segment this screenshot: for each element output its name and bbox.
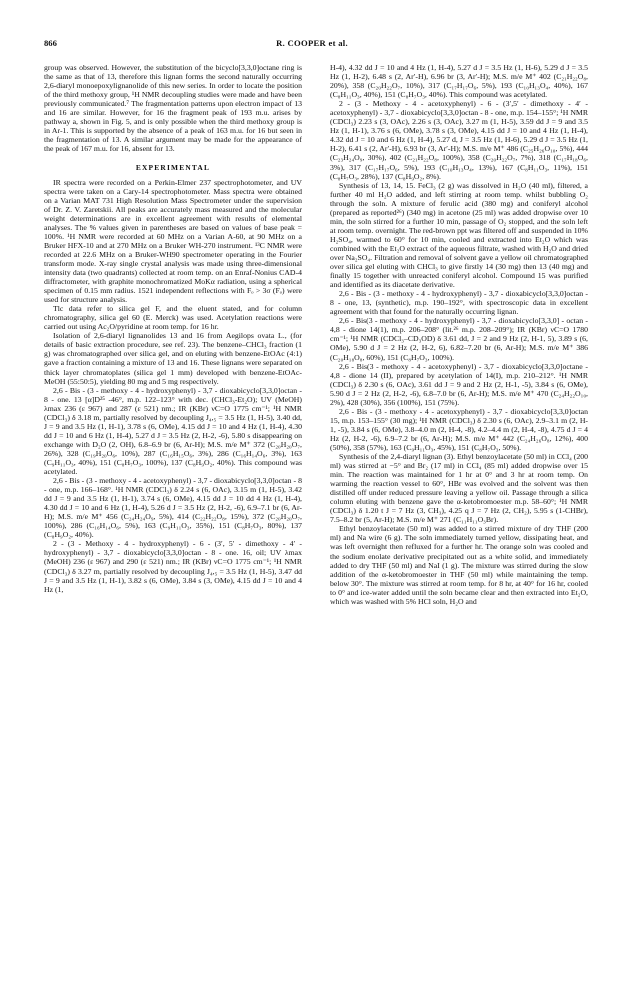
paragraph-instruments: IR spectra were recorded on a Perkin-Elmer 237 spectrophotometer, and UV spectra were taken on a Cary-14 spectrophotometer. Mass spectra were obtained on a Varian MAT 731 High Resolution Mass Spectrometer under the supervision of Dr. Z. V. Zaretskii. All peaks are accurately mass measured and the molecular weight determinations are in excellent agreement with results of elemental analyses. The % values given in parentheses are based on values of base peak = 100%. ¹H NMR were recorded at 60 MHz on a Varian A-60, at 90 MHz on a Bruker HFX-10 and at 270 MHz on a Bruker WH-270 instrument. ¹³C NMR were recorded at 22.6 MHz on a Bruker-WH90 spectrometer operating in the Fourier transform mode. X-ray single crystal analysis was made using three-dimensional intensity data (two quadrants) collected at room temp. on an Enraf-Nonius CAD-4 diffractometer, with graphite monochromatized MoKα radiation, using a spherical specimen of 0.15 mm radius. 1521 independent reflections with Fₒ > 3σ (Fₒ) were used for structure analysis. [44,177,302,305]
left-column [44,63,302,594]
paragraph-enolate: Ethyl benzoylacetate (50 ml) was added to a stirred mixture of dry THF (200 ml) and Na wire (6 g). The soln immediately turned yellow, dissipating heat, and was left overnight then refluxed for a further hr. The orange soln was cooled and the sodium enolate derivative precipitated out as a white solid, and immediately added to dry THF (50 ml) and NaI (1 g). The mixture was stirred during the slow addition of the α-ketobromoester in THF (50 ml) while maintaining the temp. below 30°. The mixture was stirred at room temp. for 8 hr, at 40° for 16 hr, cooled to 0° and ice-water added until the soln became clear and then extracted into Et₂O, which was washed with 5% HCl soln, H₂O and [330,524,588,606]
paragraph-isolation: Isolation of 2,6-diaryl lignanolides 13 and 16 from Aegilops ovata L., (for details of basic extraction procedure, see ref. 23). The benzene–CHCl₃ fraction (1 g) was chromatographed over silica gel, and on eluting with benzene-EtOAc (4:1) gave a fraction containing a mixture of 13 and 16. These lignans were separated on thick layer chromatoplates (silica gel 1 mm) developed with benzene-EtOAc-MeOH (55:50:5), yielding 80 mg and 5 mg respectively. [44,331,302,386]
paragraph-compound-14: 2,6 - Bis(3 - methoxy - 4 - hydroxyphenyl) - 3,7 - dioxabicyclo[3,3,0] - octan - 4,8 - dione 14(1), m.p. 206–208° (lit.²⁶ m.p. 208–209°); IR (KBr) νC=O 1780 cm⁻¹; ¹H NMR (CDCl₃–CD₃OD) δ 3.61 dd, J = 2 and 9 Hz (2, H-1, 5), 3.89 s (6, OMe), 5.90 d J = 2 Hz (2, H-2, 6), 6.82–7.20 br (6, Ar-H); M.S. m/e M⁺ 386 (C₂₀H₁₈O₈, 60%), 151 (C₈H₇O₃, 100%). [330,316,588,362]
paragraph-compound-14-acetate: 2,6 - Bis(3 - methoxy - 4 - acetoxyphenyl) - 3,7 - dioxabicyclo[3,3,0]octane - 4,8 - dione 14 (II), prepared by acetylation of 14(I), m.p. 210–212°. ¹H NMR (CDCl₃) δ 2.30 s (6, OAc), 3.61 dd J = 9 and 2 Hz (2, H-1, -5), 3.84 s (6, OMe), 5.90 d J = 2 Hz (2, H-2, -6), 6.8–7.0 br (6, Ar-H); M.S. m/e M⁺ 470 (C₂₄H₂₂O₁₀, 2%), 428 (30%), 356 (100%), 151 (75%). [330,361,588,407]
page-header [44,38,580,52]
paragraph-tlc: Tlc data refer to silica gel F, and the eluent stated, and for column chromatography, silica gel 60 (E. Merck) was used. Acetylation reactions were carried out using Ac₂O/pyridine at room temp. for 16 hr. [44,304,302,332]
running-head: R. COOPER et al. [276,38,348,48]
intro-paragraph: group was observed. However, the substitution of the bicyclo[3,3,0]octane ring is the same as that of 13, therefore this lignan forms the second naturally occurring 2,6-diaryl monoepoxylignanolide of this new series. In order to locate the position of the third methoxy group, ¹H NMR decoupling studies were made and have been previously communicated.⁷ The fragmentation patterns upon electron impact of 13 and 16 are similar. However, for 16 the fragment peak of 193 m.u. arises by pathway a, shown in Fig. 5, and is only possible when the third methoxy group is in Ar-1. This is supported by the absence of a peak of 163 m.u. for 16 but seen in the fragmentation of 13. A similar argument may be made for the appearance of the peak of 167 m.u. for 16, absent for 13. [44,63,302,154]
paragraph-compound-16: 2 - (3 - Methoxy - 4 - hydroxyphenyl) - 6 - (3′, 5′ - dimethoxy - 4′ - hydroxyphenyl) - 3,7 - dioxabicyclo[3,3,0]octan - 8 - one. 16, oil; UV λmax (MeOH) 236 (ε 967) and 290 (ε 521) nm.; IR (KBr) νC=O 1775 cm⁻¹; ¹H NMR (CDCl₃) δ 3.27 m, partially resolved by decoupling J₄,₅ = 3.5 Hz (1, H-5), 3.47 dd J = 9 and 3.5 Hz (1, H-1), 3.82 s (6, OMe), 3.84 s (3, OMe), 4.15 dd J = 10 and 4 Hz (1, [44,539,302,594]
paragraph-synthesis-13-14-15: Synthesis of 13, 14, 15. FeCl₃ (2 g) was dissolved in H₂O (40 ml), filtered, a further 40 ml H₂O added, and left stirring at room temp. whilst bubbling O₂ through the soln. A mixture of ferulic acid (380 mg) and coniferyl alcohol (prepared as reported²⁶) (340 mg) in acetone (25 ml) was added dropwise over 10 min, the soln stirred for a further 10 min, passage of O₂ stopped, and the soln left at room temp. overnight. The red-brown ppt was filtered off and suspended in 10% H₂SO₄, warmed to 60° for 10 min, cooled and extracted into Et₂O which was combined with the Et₂O extract of the aqueous filtrate, washed with H₂O and dried over Na₂SO₄. Filtration and removal of solvent gave a yellow oil chromatographed over silica gel eluting with CHCl₃ to give firstly 14 (30 mg) then 13 (40 mg) and finally 15 together with unreacted coniferyl alcohol. Compound 15 was purified and identified as its diacetate derivative. [330,180,588,290]
paragraph-compound-13-acetate: 2,6 - Bis - (3 - methoxy - 4 - acetoxyphenyl) - 3,7 - dioxabicyclo[3,3,0]octan - 8 - one, m.p. 166–168°. ¹H NMR (CDCl₃) δ 2.24 s (6, OAc), 3.15 m (1, H-5), 3.42 dd J = 9 and 3.5 Hz (1, H-1), 3.74 s (6, OMe), 4.15 dd J = 10 dd 4 Hz (1, H-4), 4.30 dd J = 10 and 6 Hz (1, H-4), 5.26 d J = 3.5 Hz (2, H-2, -6), 6.9–7.1 br (6, Ar-H); M.S. m/e M⁺ 456 (C₂₄H₂₄O₉, 5%), 414 (C₂₂H₂₂O₈, 15%), 372 (C₂₀H₂₀O₇, 100%), 286 (C₁₆H₁₄O₆, 5%), 163 (C₉H₁₁O₃, 35%), 151 (C₈H₇O₃, 80%), 137 (C₈H₉O₂, 40%). [44,476,302,540]
paragraph-compound-13-synthetic: 2,6 - Bis - (3 - methoxy - 4 - hydroxyphenyl) - 3,7 - dioxabicyclo[3,3,0]octan - 8 - one, 13, (synthetic), m.p. 190–192°, with spectroscopic data in excellent agreement with that found for the naturally occurring lignan. [330,289,588,317]
paragraph-compound-16-cont: H-4), 4.32 dd J = 10 and 4 Hz (1, H-4), 5.27 d J = 3.5 Hz (1, H-6), 5.29 d J = 3.5 Hz (1, H-2), 6.48 s (2, Ar′-H), 6.96 br (3, Ar′-H); M.S. m/e M⁺ 402 (C₂₁H₂₂O₈, 20%), 358 (C₂₀H₂₂O₇, 10%), 317 (C₁₇H₁₇O₆, 5%), 193 (C₁₀H₁₃O₄, 40%), 167 (C₈H₁₁O₃, 40%), 151 (C₈H₇O₃, 40%). This compound was acetylated. [330,63,588,100]
page-number: 866 [44,38,57,48]
paragraph-compound-13: 2,6 - Bis - (3 - methoxy - 4 - hydroxyphenyl) - 3,7 - dioxabicyclo[3,3,0]octan - 8 - one. 13 [α]D²⁵ -46°, m.p. 122–123° with dec. (CHCl₃-Et₂O); UV (MeOH) λmax 236 (ε 967) and 287 (ε 521) nm.; IR (KBr) νC=O 1775 cm⁻¹; ¹H NMR (CDCl₃) δ 3.18 m, partially resolved by decoupling J₄,₅ = 3.5 Hz (1, H-5), 3.40 dd, J = 9 and 3.5 Hz (1, H-1), 3.78 s (6, OMe), 4.15 dd J = 10 and 4 Hz (1, H-4), 4.30 dd J = 10 and 6 Hz (1, H-4), 5.27 d J = 3.5 Hz (2, H-2, -6), 5.80 s disappearing on exchange with D₂O (2, OH), 6.8–6.9 br (6, Ar-H); M.S. m/e M⁺ 372 (C₂₀H₂₀O₇, 26%), 328 (C₁₉H₂₀O₆, 10%), 287 (C₁₆H₁₅O₆, 3%), 286 (C₁₆H₁₄O₆, 3%), 163 (C₉H₁₁O₃, 40%), 151 (C₈H₇O₃, 100%), 137 (C₈H₉O₂, 40%). This compound was acetylated. [44,385,302,477]
paragraph-compound-16-acetate: 2 - (3 - Methoxy - 4 - acetoxyphenyl) - 6 - (3′,5′ - dimethoxy - 4′ - acetoxyphenyl) - 3,7 - dioxabicyclo[3,3,0]octan - 8 - one, m.p. 154–155°; ¹H NMR (CDCl₃) 2.23 s (3, OAc), 2.26 s (3, OAc), 3.27 m (1, H-5), 3.59 dd J = 9 and 3.5 Hz (1, H-1), 3.76 s (6, OMe), 3.78 s (3, OMe), 4.15 dd J = 10 and 4 Hz (1, H-4), 4.32 dd J = 10 and 6 Hz (1, H-4), 5.27 d, J = 3.5 Hz (1, H-6), 5.29 d J = 3.5 Hz (1, H-2), 6.41 s (2, Ar′-H), 6.93 br (3, Ar′-H); M.S. m/e M⁺ 486 (C₂₅H₂₆O₁₀, 5%), 444 (C₂₃H₂₄O₉, 30%), 402 (C₂₁H₂₂O₈, 100%), 358 (C₂₀H₂₂O₇, 7%), 318 (C₁₇H₁₈O₆, 3%), 317 (C₁₇H₁₇O₆, 5%), 193 (C₁₀H₁₃O₄, 13%), 167 (C₈H₁₁O₃, 11%), 151 (C₈H₇O₃, 28%), 137 (C₈H₉O₂, 8%). [330,99,588,181]
paragraph-compound-15: 2,6 - Bis - (3 - methoxy - 4 - acetoxyphenyl) - 3,7 - dioxabicyclo[3,3,0]octan 15, m.p. 153–155° (30 mg); ¹H NMR (CDCl₃) δ 2.30 s (6, OAc), 2.9–3.1 m (2, H-1, -5), 3.84 s (6, OMe), 3.8–4.0 m (2, H-4, -8), 4.2–4.4 m (2, H-4, -8), 4.75 d J = 4 Hz (2, H-2, -6), 6.9–7.2 br (6, Ar-H); M.S. m/e M⁺ 442 (C₂₄H₂₆O₈, 12%), 400 (50%), 358 (57%), 163 (C₉H₁₁O₃, 45%), 151 (C₈H₇O₃, 50%). [330,406,588,452]
section-heading-experimental: EXPERIMENTAL [135,163,211,173]
paragraph-synthesis-diaryl: Synthesis of the 2,4-diaryl lignan (3). Ethyl benzoylacetate (50 ml) in CCl₄ (200 ml) was stirred at −5° and Br₂ (17 ml) in CCl₄ (85 ml) added dropwise over 15 min. The reaction was maintained for 1 hr at 0° and 3 hr at room temp. On warming the reaction vessel to 60°, HBr was evolved and the solvent was then distilled off under reduced pressure leaving a yellow oil. Passage through a silica column eluting with benzene gave the α-ketobromoester m.p. 58–60°; ¹H NMR (CDCl₃) δ 1.20 t J = 7 Hz (3, CH₃), 4.25 q J = 7 Hz (2, CH₂), 5.95 s (1-CHBr), 7.5–8.2 br (5, Ar-H); M.S. m/e M⁺ 271 (C₁₁H₁₁O₃Br). [330,452,588,525]
right-column [330,63,588,606]
